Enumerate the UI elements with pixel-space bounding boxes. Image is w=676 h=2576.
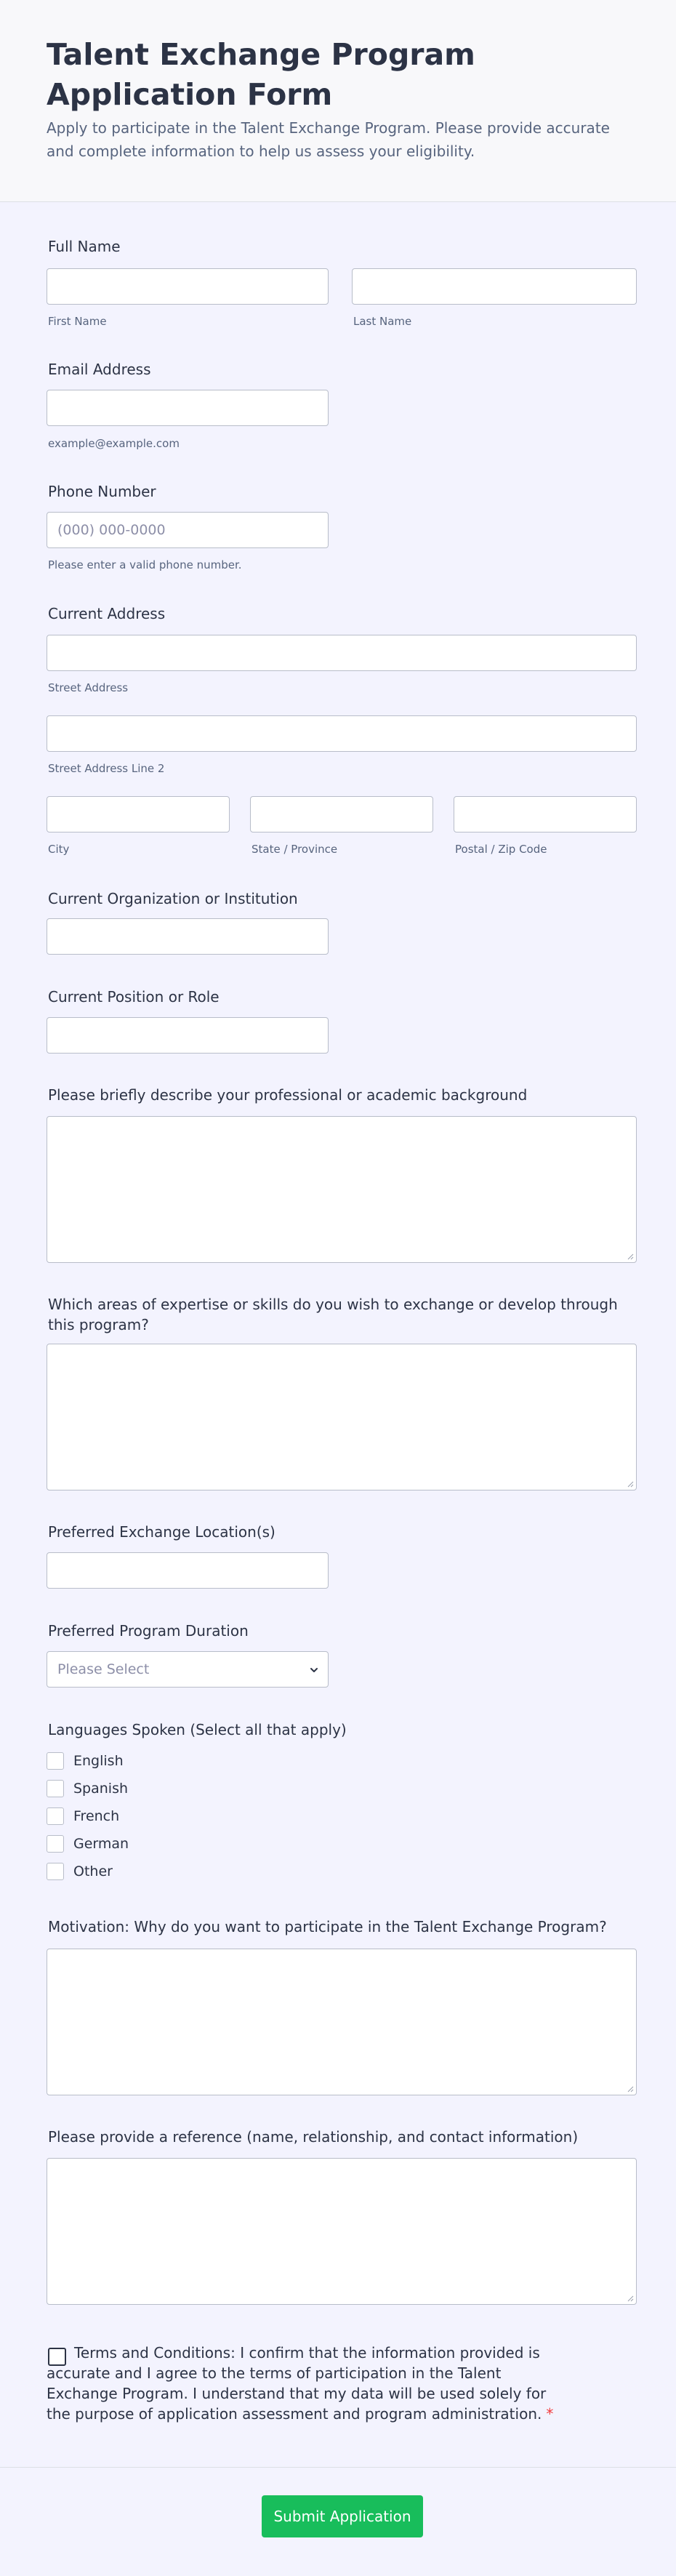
address-label: Current Address bbox=[48, 605, 166, 622]
resize-grip-icon[interactable] bbox=[627, 1480, 634, 1488]
form-subtitle: Apply to participate in the Talent Exchange Program. Please provide accurate and complete information to help us assess your eligibility. bbox=[47, 119, 610, 160]
expertise-textarea[interactable] bbox=[47, 1344, 637, 1490]
postal-code-input[interactable] bbox=[454, 796, 637, 832]
full-name-label: Full Name bbox=[48, 238, 121, 255]
street-address-line2-sublabel: Street Address Line 2 bbox=[48, 762, 165, 775]
checkbox[interactable] bbox=[47, 1752, 64, 1770]
reference-textarea[interactable] bbox=[47, 2158, 637, 2305]
duration-placeholder: Please Select bbox=[57, 1661, 150, 1677]
street-address-sublabel: Street Address bbox=[48, 681, 129, 694]
reference-label: Please provide a reference (name, relationship, and contact information) bbox=[48, 2128, 579, 2146]
resize-grip-icon[interactable] bbox=[627, 2085, 634, 2093]
duration-select[interactable] bbox=[47, 1651, 329, 1688]
checkbox[interactable] bbox=[47, 1780, 64, 1797]
language-option-label: German bbox=[73, 1836, 129, 1852]
footer-divider bbox=[0, 2467, 676, 2468]
phone-label: Phone Number bbox=[48, 483, 156, 500]
form-header bbox=[0, 0, 676, 202]
email-input[interactable] bbox=[47, 390, 329, 426]
state-province-sublabel: State / Province bbox=[252, 843, 338, 856]
chevron-down-icon bbox=[309, 1665, 319, 1675]
organization-input[interactable] bbox=[47, 918, 329, 955]
phone-placeholder: (000) 000-0000 bbox=[57, 522, 166, 538]
languages-label: Languages Spoken (Select all that apply) bbox=[48, 1721, 347, 1738]
submit-button[interactable]: Submit Application bbox=[262, 2495, 423, 2537]
required-asterisk: * bbox=[546, 2405, 554, 2423]
checkbox[interactable] bbox=[47, 1835, 64, 1853]
duration-label: Preferred Program Duration bbox=[48, 1622, 249, 1640]
form-title: Talent Exchange Program Application Form bbox=[47, 37, 475, 112]
language-option-label: English bbox=[73, 1753, 124, 1769]
phone-sublabel: Please enter a valid phone number. bbox=[48, 558, 242, 571]
street-address-line2-input[interactable] bbox=[47, 715, 637, 752]
location-label: Preferred Exchange Location(s) bbox=[48, 1523, 275, 1541]
email-sublabel: example@example.com bbox=[48, 437, 180, 450]
first-name-input[interactable] bbox=[47, 268, 329, 305]
motivation-textarea[interactable] bbox=[47, 1949, 637, 2095]
resize-grip-icon[interactable] bbox=[627, 1253, 634, 1260]
language-option-label: French bbox=[73, 1808, 120, 1824]
terms-label: Terms and Conditions: I confirm that the information provided is accurate and I agree to the terms of participation in the Talent Exchange Program. I understand that my data will be used solely for the purpose of application assessment and program administration. bbox=[47, 2344, 547, 2423]
phone-input[interactable] bbox=[47, 512, 329, 548]
city-input[interactable] bbox=[47, 796, 230, 832]
terms-text bbox=[47, 2343, 570, 2424]
first-name-sublabel: First Name bbox=[48, 315, 107, 328]
postal-code-sublabel: Postal / Zip Code bbox=[455, 843, 547, 856]
state-province-input[interactable] bbox=[250, 796, 433, 832]
language-option-label: Spanish bbox=[73, 1781, 129, 1797]
last-name-input[interactable] bbox=[352, 268, 637, 305]
position-input[interactable] bbox=[47, 1017, 329, 1054]
location-input[interactable] bbox=[47, 1552, 329, 1589]
checkbox[interactable] bbox=[47, 1863, 64, 1880]
street-address-input[interactable] bbox=[47, 635, 637, 671]
city-sublabel: City bbox=[48, 843, 70, 856]
expertise-label: Which areas of expertise or skills do you wish to exchange or develop through this program? bbox=[48, 1296, 618, 1333]
checkbox[interactable] bbox=[47, 1807, 64, 1825]
motivation-label: Motivation: Why do you want to participate in the Talent Exchange Program? bbox=[48, 1918, 607, 1935]
background-label: Please briefly describe your professional or academic background bbox=[48, 1086, 528, 1104]
position-label: Current Position or Role bbox=[48, 988, 220, 1006]
resize-grip-icon[interactable] bbox=[627, 2295, 634, 2302]
organization-label: Current Organization or Institution bbox=[48, 890, 298, 907]
background-textarea[interactable] bbox=[47, 1116, 637, 1263]
last-name-sublabel: Last Name bbox=[353, 315, 412, 328]
language-option-label: Other bbox=[73, 1863, 113, 1879]
email-label: Email Address bbox=[48, 361, 151, 378]
